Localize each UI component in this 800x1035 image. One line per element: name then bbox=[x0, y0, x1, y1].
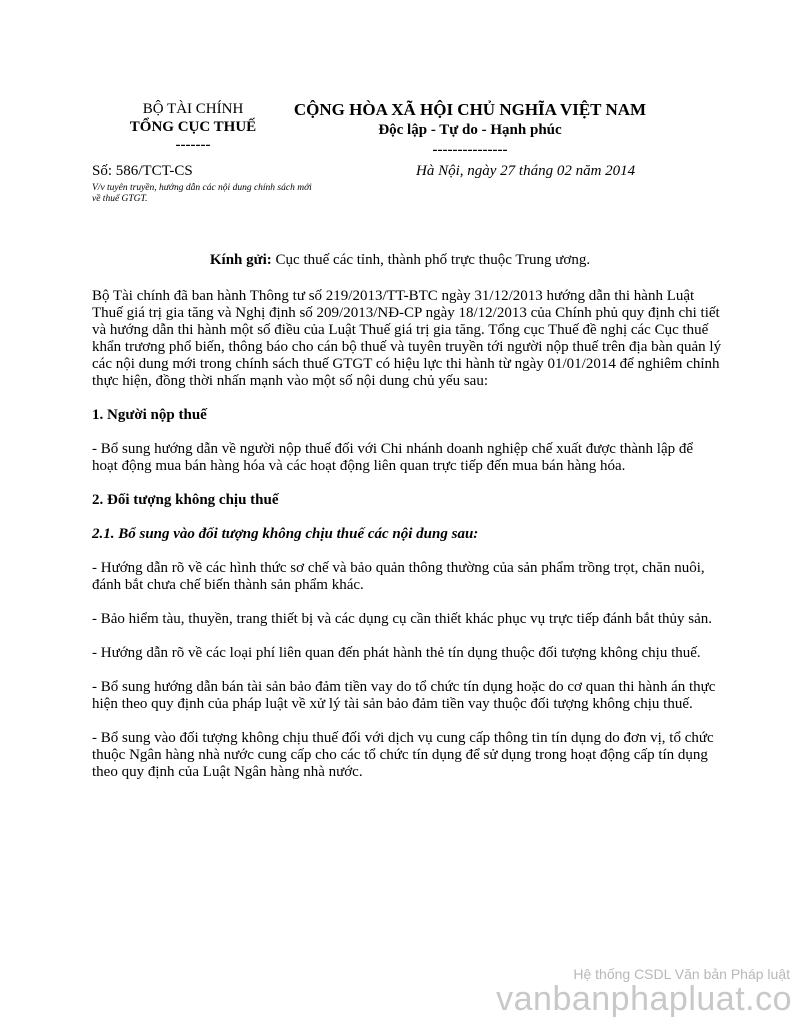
recipient-text: Cục thuế các tỉnh, thành phố trực thuộc Trung ương. bbox=[271, 252, 591, 268]
watermark-caption: Hệ thống CSDL Văn bản Pháp luật bbox=[573, 966, 790, 982]
place-date: Hà Nội, ngày 27 tháng 02 năm 2014 bbox=[416, 163, 636, 179]
section-2-item: - Hướng dẫn rõ về các hình thức sơ chế và bảo quản thông thường của sản phẩm trồng trọt, chăn nuôi, đánh bắt chưa chế biến thành sản phẩm khác. bbox=[92, 560, 705, 593]
section-1-title: 1. Người nộp thuế bbox=[92, 407, 207, 423]
section-2-title: 2. Đối tượng không chịu thuế bbox=[92, 492, 279, 508]
department-name: TỔNG CỤC THUẾ bbox=[129, 119, 257, 135]
ministry-name: BỘ TÀI CHÍNH bbox=[142, 101, 244, 117]
section-2-item: - Hướng dẫn rõ về các loại phí liên quan đến phát hành thẻ tín dụng thuộc đối tượng không chịu thuế. bbox=[92, 645, 701, 661]
issuer-block bbox=[88, 100, 298, 154]
recipient-line bbox=[0, 252, 800, 269]
section-2-item: - Bổ sung hướng dẫn bán tài sản bảo đảm tiền vay do tổ chức tín dụng hoặc do cơ quan thi hành án thực hiện theo quy định của pháp luật về xử lý tài sản bảo đảm tiền vay thuộc đối tượng không chịu thuế. bbox=[92, 679, 716, 712]
intro-paragraph: Bộ Tài chính đã ban hành Thông tư số 219/2013/TT-BTC ngày 31/12/2013 hướng dẫn thi hành Luật Thuế giá trị gia tăng và Nghị định số 209/2013/NĐ-CP ngày 18/12/2013 của Chính phủ quy định chi tiết và hướng dẫn thi hành một số điều của Luật Thuế giá trị gia tăng. Tổng cục Thuế đề nghị các Cục thuế khẩn trương phổ biến, thông báo cho cán bộ thuế và tuyên truyền tới người nộp thuế trên địa bàn quản lý các nội dung mới trong chính sách thuế GTGT có hiệu lực thi hành từ ngày 01/01/2014 để nghiêm chỉnh thực hiện, đồng thời nhấn mạnh vào một số nội dung chủ yếu sau: bbox=[92, 288, 722, 389]
document-body bbox=[92, 288, 722, 798]
document-subject: V/v tuyên truyền, hướng dẫn các nội dung chính sách mới về thuế GTGT. bbox=[92, 183, 312, 204]
motto-rule: --------------- bbox=[432, 142, 508, 158]
section-2-item: - Bổ sung vào đối tượng không chịu thuế đối với dịch vụ cung cấp thông tin tín dụng do đơn vị, tổ chức thuộc Ngân hàng nhà nước cung cấp cho các tổ chức tín dụng để sử dụng trong hoạt động cấp tín dụng theo quy định của Luật Ngân hàng nhà nước. bbox=[92, 730, 714, 780]
national-header bbox=[285, 100, 655, 160]
section-2-1-subtitle: 2.1. Bổ sung vào đối tượng không chịu thuế các nội dung sau: bbox=[92, 526, 479, 542]
country-name: CỘNG HÒA XÃ HỘI CHỦ NGHĨA VIỆT NAM bbox=[293, 100, 647, 119]
national-motto: Độc lập - Tự do - Hạnh phúc bbox=[378, 122, 562, 138]
section-1-item: - Bổ sung hướng dẫn về người nộp thuế đối với Chi nhánh doanh nghiệp chế xuất được thành lập để hoạt động mua bán hàng hóa và các hoạt động liên quan trực tiếp đến mua bán hàng hóa. bbox=[92, 441, 694, 474]
issuer-rule: ------- bbox=[175, 137, 211, 153]
watermark-site: vanbanphapluat.co bbox=[496, 980, 792, 1018]
recipient-label: Kính gửi: bbox=[209, 252, 272, 268]
section-2-item: - Bảo hiểm tàu, thuyền, trang thiết bị và các dụng cụ cần thiết khác phục vụ trực tiếp đánh bắt thủy sản. bbox=[92, 611, 713, 627]
document-number: Số: 586/TCT-CS bbox=[92, 163, 193, 179]
